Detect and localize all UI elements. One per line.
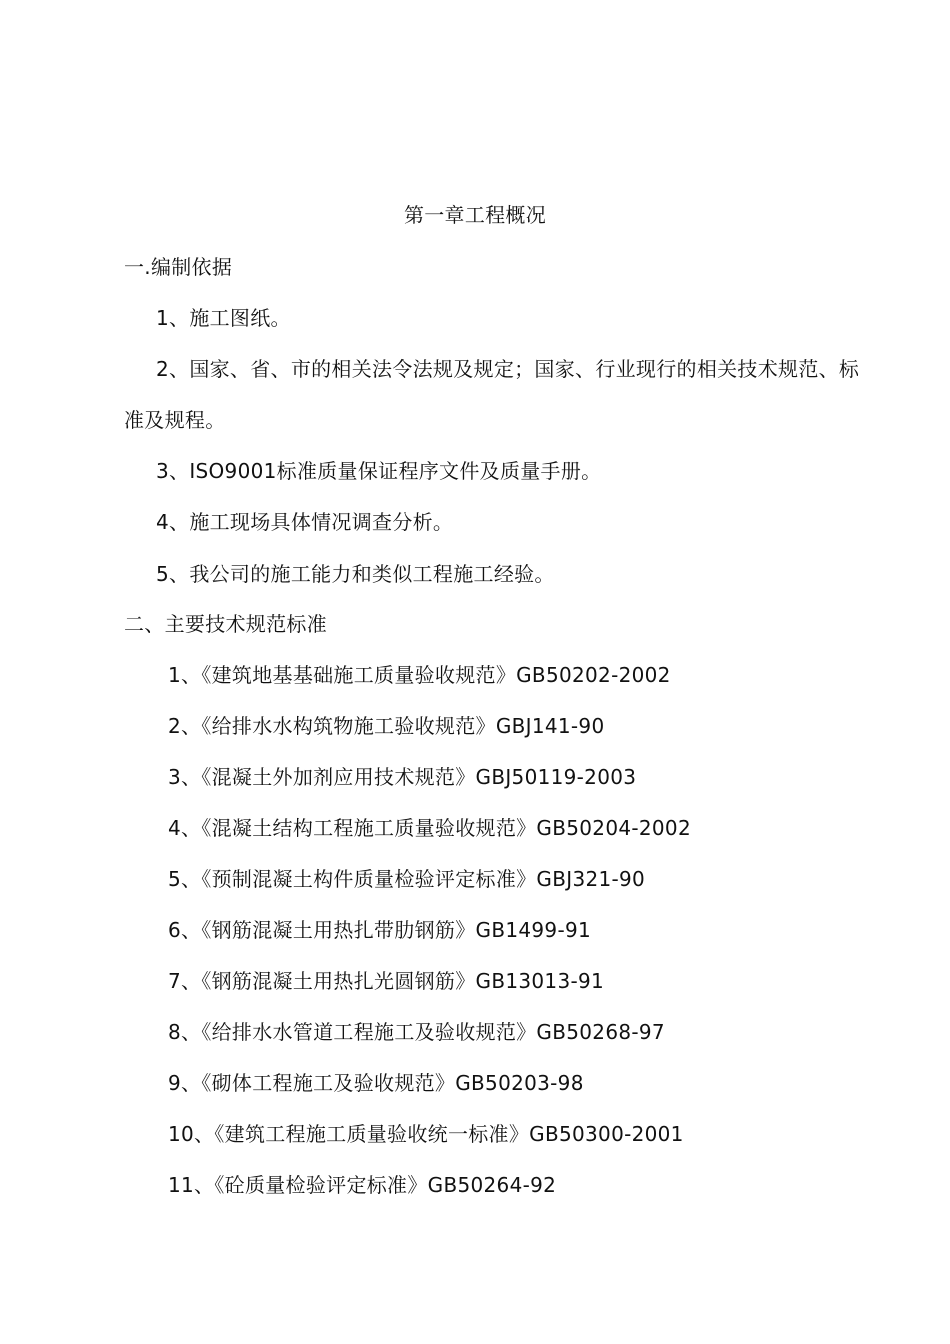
- standard-item: 6、《钢筋混凝土用热扎带肋钢筋》GB1499-91: [168, 918, 592, 942]
- section-heading-basis: 一.编制依据: [124, 255, 233, 279]
- standard-item: 11、《砼质量检验评定标准》GB50264-92: [168, 1173, 557, 1197]
- basis-item: 1、施工图纸。: [156, 306, 291, 330]
- standard-item: 3、《混凝土外加剂应用技术规范》GBJ50119-2003: [168, 765, 637, 789]
- basis-item: 2、国家、省、市的相关法令法规及规定；国家、行业现行的相关技术规范、标: [156, 357, 860, 381]
- standard-item: 10、《建筑工程施工质量验收统一标准》GB50300-2001: [168, 1122, 684, 1146]
- basis-item: 4、施工现场具体情况调查分析。: [156, 510, 454, 534]
- basis-item: 3、ISO9001标准质量保证程序文件及质量手册。: [156, 459, 602, 483]
- standard-item: 7、《钢筋混凝土用热扎光圆钢筋》GB13013-91: [168, 969, 605, 993]
- standard-item: 4、《混凝土结构工程施工质量验收规范》GB50204-2002: [168, 816, 691, 840]
- standard-item: 2、《给排水水构筑物施工验收规范》GBJ141-90: [168, 714, 605, 738]
- standard-item: 5、《预制混凝土构件质量检验评定标准》GBJ321-90: [168, 867, 646, 891]
- chapter-title: 第一章工程概况: [403, 203, 547, 227]
- section-heading-standards: 二、主要技术规范标准: [124, 612, 327, 636]
- basis-item-continuation: 准及规程。: [124, 408, 226, 432]
- standard-item: 9、《砌体工程施工及验收规范》GB50203-98: [168, 1071, 584, 1095]
- standard-item: 1、《建筑地基基础施工质量验收规范》GB50202-2002: [168, 663, 671, 687]
- basis-item: 5、我公司的施工能力和类似工程施工经验。: [156, 562, 555, 586]
- standard-item: 8、《给排水水管道工程施工及验收规范》GB50268-97: [168, 1020, 665, 1044]
